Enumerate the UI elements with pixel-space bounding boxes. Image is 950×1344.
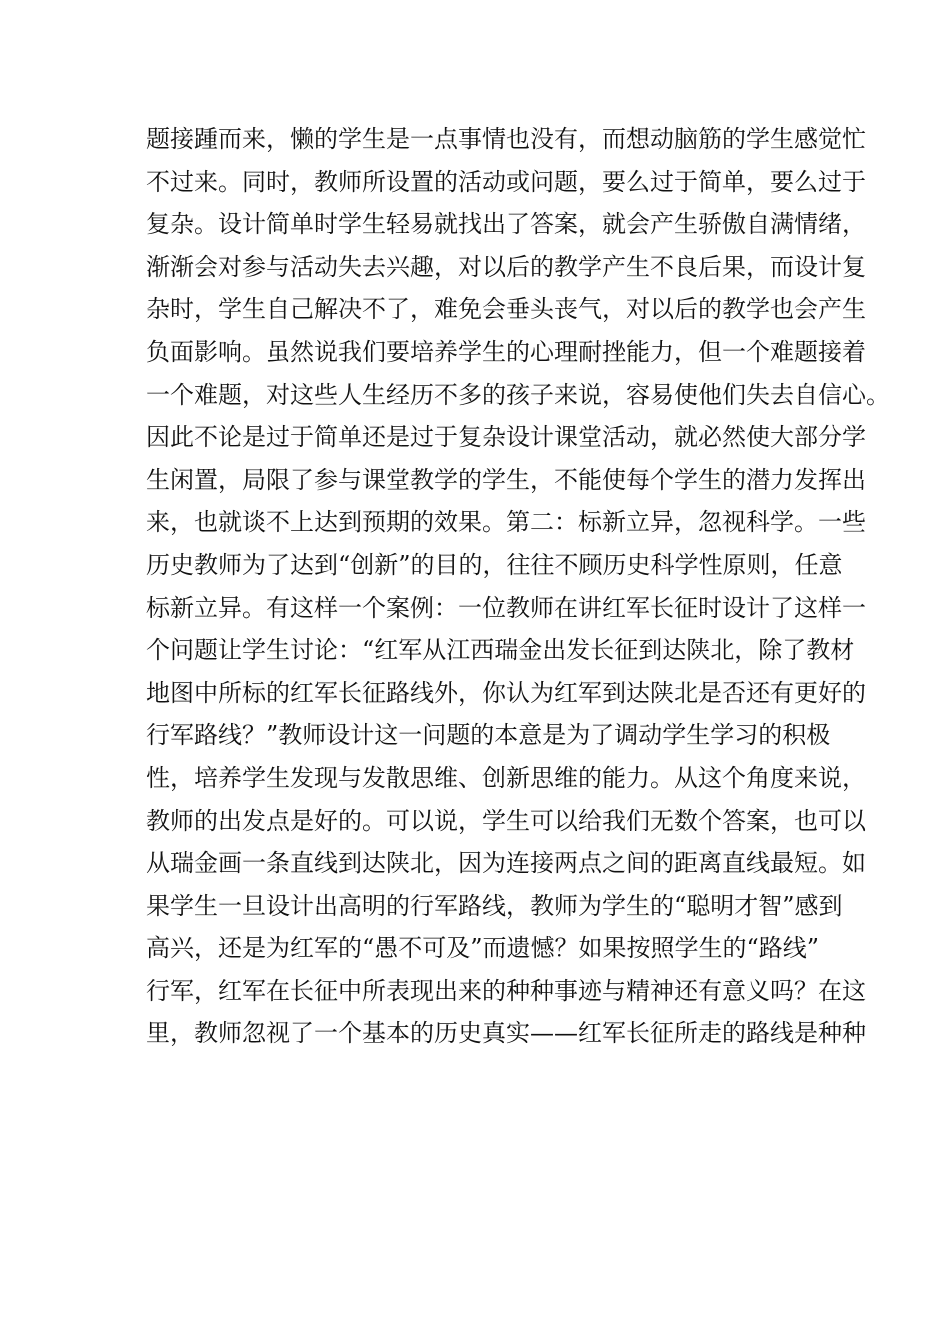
text-line: 个问题让学生讨论：“红军从江西瑞金出发长征到达陕北，除了教材 [146, 636, 855, 665]
text-line: 果学生一旦设计出高明的行军路线，教师为学生的“聪明才智”感到 [146, 891, 843, 920]
text-line: 不过来。同时，教师所设置的活动或问题，要么过于简单，要么过于 [146, 167, 866, 196]
body-text [146, 118, 890, 1055]
text-line: 高兴，还是为红军的“愚不可及”而遗憾？如果按照学生的“路线” [146, 934, 820, 963]
text-line: 生闲置，局限了参与课堂教学的学生，不能使每个学生的潜力发挥出 [146, 465, 866, 494]
text-line: 性，培养学生发现与发散思维、创新思维的能力。从这个角度来说， [146, 763, 866, 792]
text-line: 里，教师忽视了一个基本的历史真实——红军长征所走的路线是种种 [146, 1019, 866, 1048]
text-line: 行军，红军在长征中所表现出来的种种事迹与精神还有意义吗？在这 [146, 976, 866, 1005]
text-line: 从瑞金画一条直线到达陕北，因为连接两点之间的距离直线最短。如 [146, 849, 866, 878]
text-line: 复杂。设计简单时学生轻易就找出了答案，就会产生骄傲自满情绪， [146, 210, 866, 239]
text-line: 教师的出发点是好的。可以说，学生可以给我们无数个答案，也可以 [146, 806, 866, 835]
text-line: 题接踵而来，懒的学生是一点事情也没有，而想动脑筋的学生感觉忙 [146, 125, 866, 153]
text-line: 因此不论是过于简单还是过于复杂设计课堂活动，就必然使大部分学 [146, 423, 866, 452]
text-line: 一个难题，对这些人生经历不多的孩子来说，容易使他们失去自信心。 [146, 380, 890, 409]
text-line: 来，也就谈不上达到预期的效果。第二：标新立异，忽视科学。一些 [146, 508, 866, 537]
text-line: 地图中所标的红军长征路线外，你认为红军到达陕北是否还有更好的 [146, 678, 866, 707]
text-line: 历史教师为了达到“创新”的目的，往往不顾历史科学性原则，任意 [146, 550, 843, 579]
text-line: 标新立异。有这样一个案例：一位教师在讲红军长征时设计了这样一 [146, 593, 866, 622]
text-line: 负面影响。虽然说我们要培养学生的心理耐挫能力，但一个难题接着 [146, 337, 866, 366]
text-line: 杂时，学生自己解决不了，难免会垂头丧气，对以后的教学也会产生 [146, 295, 866, 324]
text-line: 行军路线？”教师设计这一问题的本意是为了调动学生学习的积极 [146, 721, 831, 750]
text-line: 渐渐会对参与活动失去兴趣，对以后的教学产生不良后果，而设计复 [146, 252, 866, 281]
